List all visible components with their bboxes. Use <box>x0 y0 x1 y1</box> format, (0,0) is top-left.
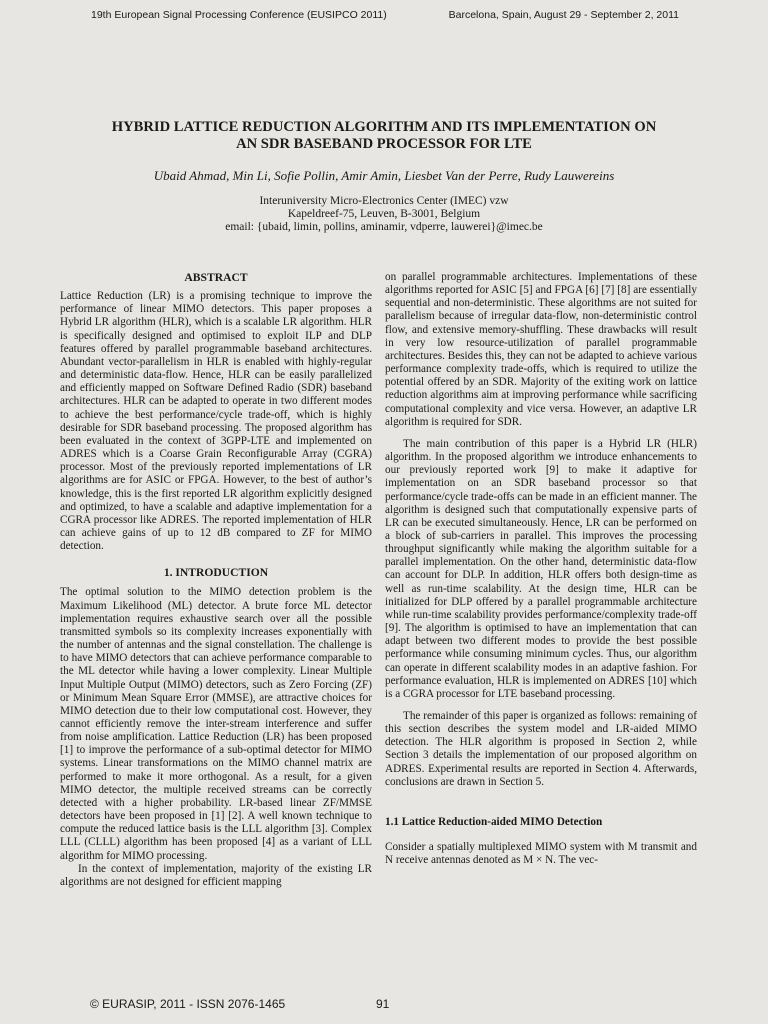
right-column <box>385 271 697 867</box>
paper-title <box>40 119 728 153</box>
abstract-text: Lattice Reduction (LR) is a promising technique to improve the performance of linear MIMO detectors. This paper proposes a Hybrid LR algorithm (HLR), which is a scalable LR algorithm. HLR is specifically designed and optimised to exploit ILP and DLP features offered by parallel programmable baseband architectures. Abundant vector-parallelism in HLR is enabled with highly-regular and deterministic data-flow. Hence, HLR can be easily parallelized and efficiently mapped on Software Defined Radio (SDR) baseband architectures. HLR can be adapted to operate in two different modes to achieve the best performance/cycle trade-off, which is highly desirable for SDR baseband processing. The proposed algorithm has been evaluated in the context of 3GPP-LTE and implemented on ADRES which is a Coarse Grain Reconfigurable Array (CGRA) processor. Most of the previously reported implementations of LR algorithms are for ASIC or FPGA. However, to the best of author’s knowledge, this is the first reported LR algorithm explicitly designed and optimized, to have a scalable and adaptive implementation for a CGRA processor like ADRES. The reported implementation of HLR can achieve gains of up to 12 dB compared to ZF for MIMO detection. <box>60 290 372 553</box>
intro-paragraph-1: The optimal solution to the MIMO detection problem is the Maximum Likelihood (ML) detector. A brute force ML detector implementation requires exhaustive search over all the possible transmitted symbols so its complexity increases exponentially with the number of antennas and the signal constellation. The challenge is to have MIMO detectors that can achieve performance comparable to the ML detector while having a lower complexity. Linear Multiple Input Multiple Output (MIMO) detectors, such as Zero Forcing (ZF) or Minimum Mean Square Error (MMSE), are attractive choices for MIMO detection due to their low computational cost. However, they cannot efficiently remove the inter-stream interference and suffer from noise amplification. Lattice Reduction (LR) has been proposed [1] to improve the performance of a sub-optimal detector for MIMO systems. Linear transformations on the MIMO channel matrix are performed to make it more orthogonal. As a result, for a given MIMO detector, the multiple received streams can be correctly detected with a higher probability. LR-based linear ZF/MMSE detectors have been proposed in [1] [2]. A well known technique to compute the reduced lattice basis is the LLL algorithm [3]. Complex LLL (CLLL) algorithm has been proposed [4] as a variant of LLL algorithm for MIMO processing. <box>60 586 372 862</box>
affiliation-address: Kapeldreef-75, Leuven, B-3001, Belgium <box>287 208 481 221</box>
intro-paragraph-2: In the context of implementation, majority of the existing LR algorithms are not designed for efficient mapping <box>60 862 372 888</box>
subsection-text: Consider a spatially multiplexed MIMO system with M transmit and N receive antennas denoted as M × N. The vec- <box>385 841 697 867</box>
intro-paragraph-3: The main contribution of this paper is a Hybrid LR (HLR) algorithm. In the proposed algorithm we introduce enhancements to our previously reported work [9] to make it adaptive for implementation on an SDR baseband processor so that performance/cycle trade-offs can be made in an efficient manner. The algorithm is designed such that computationally expensive parts of LR can be executed simultaneously. Hence, LR can be performed on a block of sub-carriers in parallel. This improves the processing throughput significantly while making the algorithm suitable for a parallel implementation. On the other hand, deterministic data-flow can account for DLP. In addition, HLR offers both design-time as well as run-time scalability. At the design time, HLR can be initialized for DLP offered by a parallel programmable architecture while run-time scalability provides performance/complexity trade-off [9]. The algorithm is optimised to have an implementation that can adapt between two different modes to provide the best possible performance while consuming minimum cycles. Thus, our algorithm can operate in different scalability modes in an adaptive fashion. For performance evaluation, HLR is implemented on ADRES [10] which is a CGRA processor for LTE baseband processing. <box>385 437 697 700</box>
intro-paragraph-4: The remainder of this paper is organized as follows: remaining of this section describes the system model and LR-aided MIMO detection. The HLR algorithm is proposed in Section 2, while Section 3 details the implementation of our proposed algorithm on ADRES. Experimental results are reported in Section 4. Afterwards, conclusions are drawn in Section 5. <box>385 710 697 788</box>
conference-header: 19th European Signal Processing Conference (EUSIPCO 2011) <box>91 9 387 21</box>
affiliation-institute: Interuniversity Micro-Electronics Center (IMEC) vzw <box>259 195 509 207</box>
left-column <box>60 271 372 889</box>
title-line-1: HYBRID LATTICE REDUCTION ALGORITHM AND ITS IMPLEMENTATION ON <box>111 119 657 135</box>
authors: Ubaid Ahmad, Min Li, Sofie Pollin, Amir Amin, Liesbet Van der Perre, Rudy Lauwereins <box>153 168 615 183</box>
intro-paragraph-2-continued: on parallel programmable architectures. Implementations of these algorithms reported for ASIC [5] and FPGA [6] [7] [8] are essentially sequential and non-deterministic. These algorithms are not suited for parallelism because of irregular data-flow, non-deterministic control flow, and extensive memory-shuffling. These drawbacks will result in very low resource-utilization of parallel programmable architectures. Besides this, they can not be adapted to achieve various performance complexity trade-offs, which is required to utilize the potential offered by an SDR. Majority of the exiting work on lattice reduction algorithms aim at improving performance while sacrificing computational complexity and vice versa. However, an adaptive LR algorithm is required for SDR. <box>385 271 697 428</box>
abstract-heading: ABSTRACT <box>184 271 248 284</box>
subsection-heading: 1.1 Lattice Reduction-aided MIMO Detection <box>385 815 603 828</box>
copyright-notice: © EURASIP, 2011 - ISSN 2076-1465 <box>90 997 286 1011</box>
location-header: Barcelona, Spain, August 29 - September 2, 2011 <box>448 9 679 21</box>
title-line-2: AN SDR BASEBAND PROCESSOR FOR LTE <box>236 136 532 152</box>
page-number: 91 <box>376 997 390 1011</box>
affiliation <box>0 195 768 235</box>
introduction-heading: 1. INTRODUCTION <box>163 566 269 580</box>
affiliation-email: email: {ubaid, limin, pollins, aminamir, vdperre, lauwerei}@imec.be <box>225 221 543 234</box>
